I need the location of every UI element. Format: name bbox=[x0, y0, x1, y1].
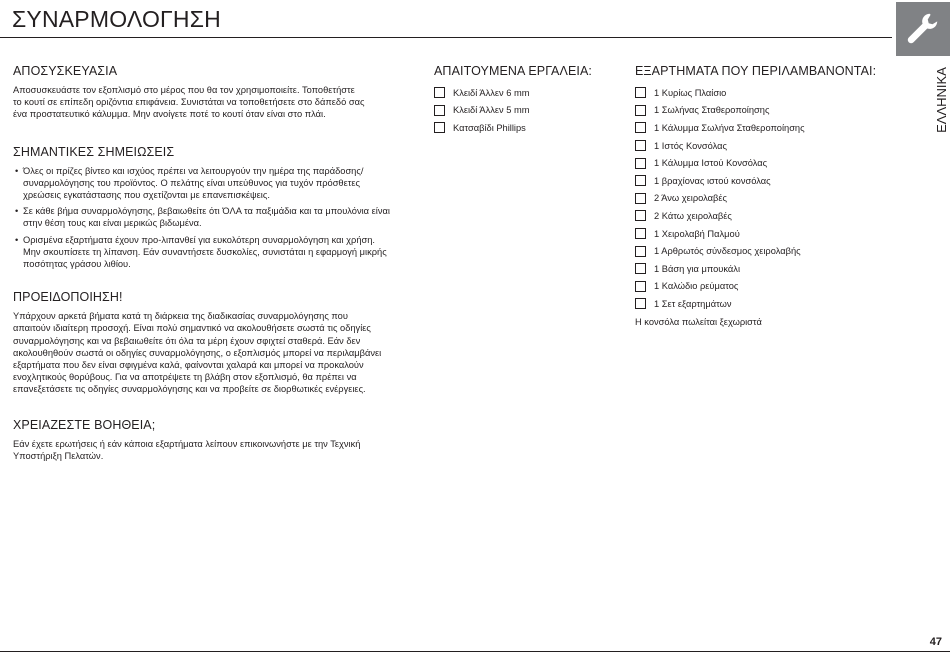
checkbox[interactable] bbox=[434, 105, 445, 116]
list-item: 1 Σετ εξαρτημάτων bbox=[635, 295, 885, 313]
checkbox[interactable] bbox=[635, 122, 646, 133]
checkbox[interactable] bbox=[635, 281, 646, 292]
warning-heading: ΠΡΟΕΙΔΟΠΟΙΗΣΗ! bbox=[13, 290, 123, 305]
warning-text: Υπάρχουν αρκετά βήματα κατά τη διάρκεια της διαδικασίας συναρμολόγησης που απαιτούν ιδιαίτερη προσοχή. Είναι πολύ σημαντικό να ακολουθήσετε σωστά τις οδηγίες συναρμολόγησης και να βεβαιωθείτε ότι όλα τα μέρη έχουν σφιχτεί σταθερά. Εάν δεν ακολουθηθούν σωστά οι οδηγίες συναρμολόγησης, ο εξοπλισμός μπορεί να περιλαμβάνει εξαρτήματα που δεν είναι σφιγμένα καλά, φαίνονται χαλαρά και μπορεί να προκαλούν ενοχλητικούς θορύβους. Για να αποτρέψετε τη βλάβη στον εξοπλισμό, θα πρέπει να επανεξετάσετε τις οδηγίες συναρμολόγησης και να προβείτε σε διορθωτικές ενέργειες. bbox=[13, 311, 382, 395]
list-item: • Όλες οι πρίζες βίντεο και ισχύος πρέπει να λειτουργούν την ημέρα της παράδοσης/ συναρμολόγησης του προϊόντος. Ο πελάτης είναι υπεύθυνος για τυχόν πρόσθετες χρεώσεις εγκατάστασης που σχετίζονται με επανεπισκέψεις. bbox=[13, 165, 413, 202]
checkbox[interactable] bbox=[635, 263, 646, 274]
console-note: Η κονσόλα πωλείται ξεχωριστά bbox=[635, 316, 762, 327]
list-item: 1 βραχίονας ιστού κονσόλας bbox=[635, 172, 885, 190]
title-divider bbox=[0, 37, 892, 38]
list-item: 1 Αρθρωτός σύνδεσμος χειρολαβής bbox=[635, 242, 885, 260]
bottom-divider bbox=[0, 651, 950, 652]
left-column bbox=[13, 64, 413, 462]
list-item: • Σε κάθε βήμα συναρμολόγησης, βεβαιωθείτε ότι ΌΛΑ τα παξιμάδια και τα μπουλόνια είναι στην θέση τους και είναι μερικώς βιδωμένα. bbox=[13, 205, 413, 229]
checkbox[interactable] bbox=[635, 158, 646, 169]
list-item: Κατσαβίδι Phillips bbox=[434, 119, 624, 137]
list-item: 1 Καλώδιο ρεύματος bbox=[635, 278, 885, 296]
language-label: ΕΛΛΗΝΙΚΑ bbox=[934, 67, 949, 133]
parts-column bbox=[635, 64, 885, 327]
list-item: 1 Κάλυμμα Ιστού Κονσόλας bbox=[635, 154, 885, 172]
page-title: ΣΥΝΑΡΜΟΛΟΓΗΣΗ bbox=[12, 6, 221, 32]
list-item: • Ορισμένα εξαρτήματα έχουν προ-λιπανθεί για ευκολότερη συναρμολόγηση και χρήση. Μην σκουπίσετε τη λίπανση. Εάν συναντήσετε δυσκολίες, συνιστάται η εφαρμογή μικρής ποσότητας γράσου λιθίου. bbox=[13, 234, 413, 271]
list-item: 2 Άνω χειρολαβές bbox=[635, 190, 885, 208]
section-tab bbox=[896, 2, 950, 56]
list-item: Κλειδί Άλλεν 6 mm bbox=[434, 84, 624, 102]
checkbox[interactable] bbox=[635, 175, 646, 186]
unpacking-heading: ΑΠΟΣΥΣΚΕΥΑΣΙΑ bbox=[13, 64, 118, 78]
checkbox[interactable] bbox=[635, 140, 646, 151]
list-item: 1 Σωλήνας Σταθεροποίησης bbox=[635, 102, 885, 120]
checkbox[interactable] bbox=[635, 210, 646, 221]
list-item: 2 Κάτω χειρολαβές bbox=[635, 207, 885, 225]
wrench-icon bbox=[904, 10, 942, 48]
page-number: 47 bbox=[929, 636, 942, 648]
checkbox[interactable] bbox=[635, 193, 646, 204]
checkbox[interactable] bbox=[635, 228, 646, 239]
unpacking-section bbox=[13, 64, 413, 121]
tools-heading: ΑΠΑΙΤΟΥΜΕΝΑ ΕΡΓΑΛΕΙΑ: bbox=[434, 64, 592, 78]
checkbox[interactable] bbox=[434, 87, 445, 98]
help-heading: ΧΡΕΙΑΖΕΣΤΕ ΒΟΗΘΕΙΑ; bbox=[13, 417, 156, 432]
list-item: 1 Κυρίως Πλαίσιο bbox=[635, 84, 885, 102]
checkbox[interactable] bbox=[635, 87, 646, 98]
tools-column bbox=[434, 64, 624, 137]
checkbox[interactable] bbox=[635, 105, 646, 116]
list-item: 1 Χειρολαβή Παλμού bbox=[635, 225, 885, 243]
warning-section bbox=[13, 290, 413, 395]
unpacking-text: Αποσυσκευάστε τον εξοπλισμό στο μέρος που θα τον χρησιμοποιείτε. Τοποθετήστε το κουτί σε επίπεδη οριζόντια επιφάνεια. Συνιστάται να τοποθετήσετε στο δάπεδό σας ένα προστατευτικό κάλυμμα. Μην ανοίγετε ποτέ το κουτί όταν είναι στο πλάι. bbox=[13, 85, 365, 120]
list-item: 1 Βάση για μπουκάλι bbox=[635, 260, 885, 278]
list-item: Κλειδί Άλλεν 5 mm bbox=[434, 102, 624, 120]
help-section bbox=[13, 418, 413, 462]
important-notes-section bbox=[13, 145, 413, 271]
checkbox[interactable] bbox=[635, 298, 646, 309]
checkbox[interactable] bbox=[635, 246, 646, 257]
list-item: 1 Ιστός Κονσόλας bbox=[635, 137, 885, 155]
parts-heading: ΕΞΑΡΤΗΜΑΤΑ ΠΟΥ ΠΕΡΙΛΑΜΒΑΝΟΝΤΑΙ: bbox=[635, 64, 877, 78]
important-notes-heading: ΣΗΜΑΝΤΙΚΕΣ ΣΗΜΕΙΩΣΕΙΣ bbox=[13, 144, 175, 159]
checkbox[interactable] bbox=[434, 122, 445, 133]
help-text: Εάν έχετε ερωτήσεις ή εάν κάποια εξαρτήματα λείπουν επικοινωνήστε με την Τεχνική Υποστήριξη Πελατών. bbox=[13, 438, 361, 461]
list-item: 1 Κάλυμμα Σωλήνα Σταθεροποίησης bbox=[635, 119, 885, 137]
